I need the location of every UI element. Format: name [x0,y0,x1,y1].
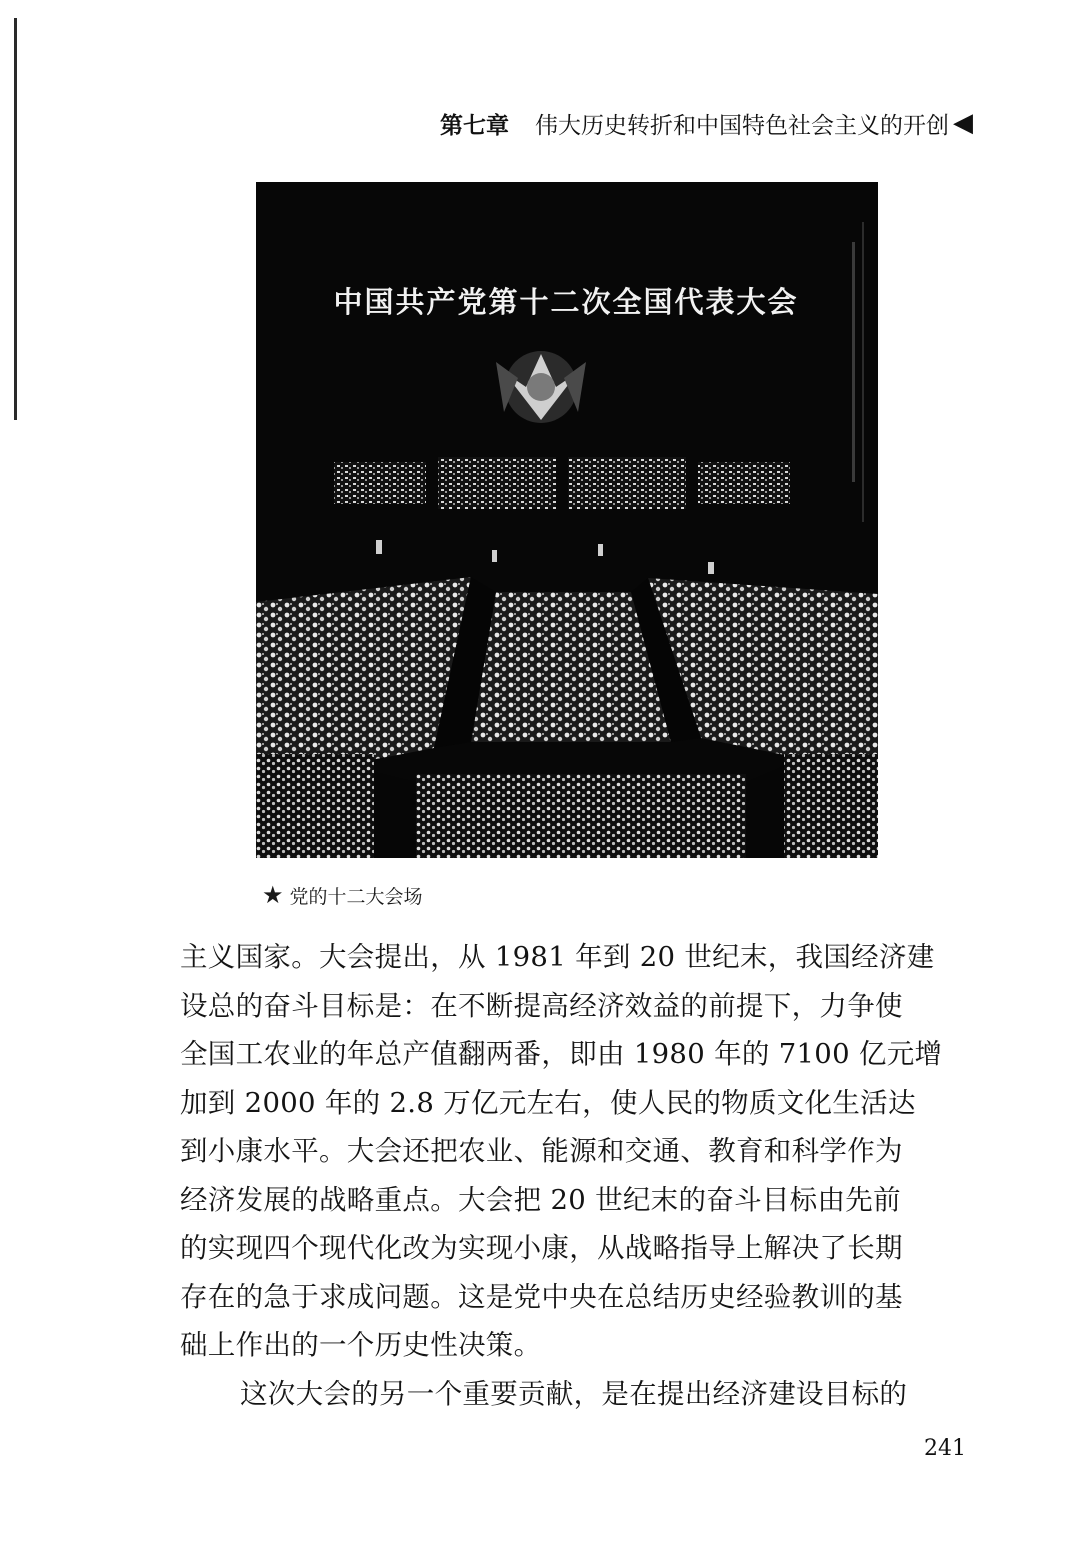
star-icon: ★ [262,881,284,909]
body-line: 全国工农业的年总产值翻两番，即由 1980 年的 7100 亿元增 [180,1038,943,1070]
body-line-indented: 这次大会的另一个重要贡献，是在提出经济建设目标的 [240,1377,908,1410]
scan-edge-line [14,18,17,420]
chapter-title: 伟大历史转折和中国特色社会主义的开创 [535,112,949,139]
congress-banner-text: 中国共产党第十二次全国代表大会 [333,285,799,319]
body-line: 到小康水平。大会还把农业、能源和交通、教育和科学作为 [180,1135,903,1167]
body-line: 设总的奋斗目标是：在不断提高经济效益的前提下，力争使 [180,989,903,1022]
congress-hall-photo [256,182,878,858]
body-paragraphs [180,933,970,1418]
chapter-number: 第七章 [440,112,509,139]
body-line: 存在的急于求成问题。这是党中央在总结历史经验教训的基 [180,1280,903,1313]
body-line: 础上作出的一个历史性决策。 [180,1329,542,1361]
body-line: 的实现四个现代化改为实现小康，从战略指导上解决了长期 [180,1232,903,1264]
photo-caption-text: 党的十二大会场 [289,885,423,908]
body-line: 经济发展的战略重点。大会把 20 世纪末的奋斗目标由先前 [180,1183,901,1216]
running-header [440,105,1000,141]
page-number: 241 [924,1436,966,1461]
triangle-marker-icon: ◀ [953,108,973,138]
photo-caption [262,878,423,912]
body-line: 加到 2000 年的 2.8 万亿元左右，使人民的物质文化生活达 [180,1086,916,1119]
body-line: 主义国家。大会提出，从 1981 年到 20 世纪末，我国经济建 [180,941,935,973]
